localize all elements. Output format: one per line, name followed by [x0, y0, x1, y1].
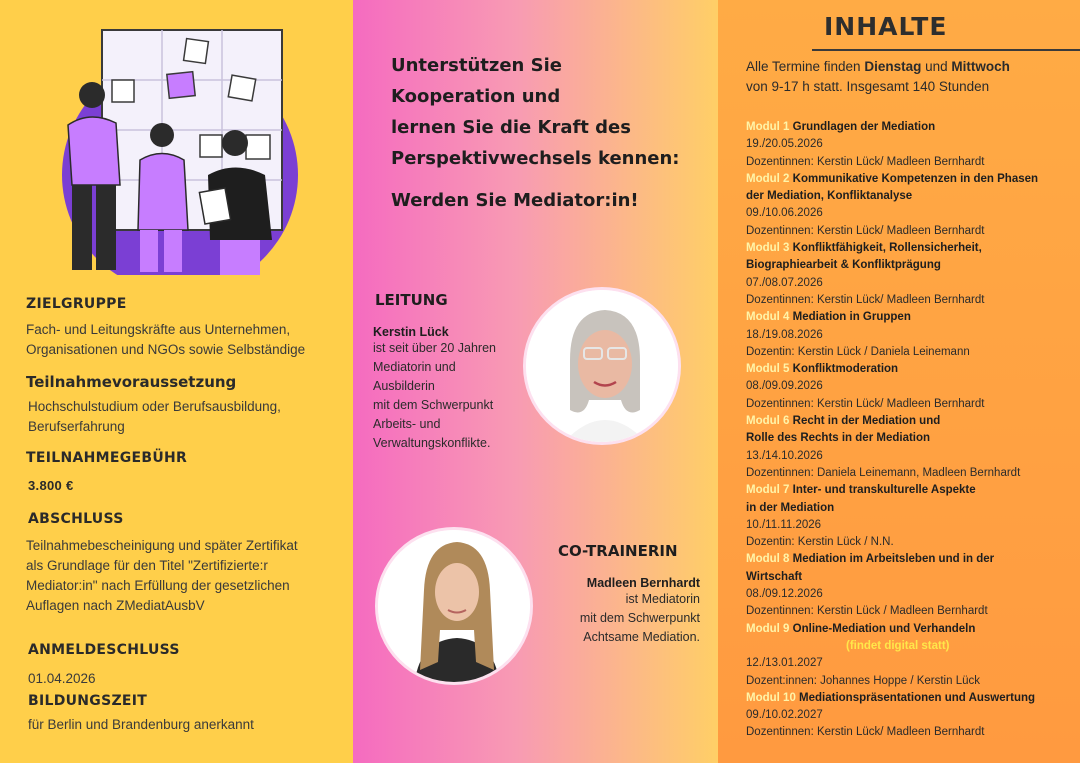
module-dates: 18./19.08.2026: [746, 328, 823, 341]
module-lecturers: Dozentinnen: Kerstin Lück/ Madleen Bernhardt: [746, 397, 985, 410]
module-item: [746, 119, 1076, 171]
module-label: Modul 4: [746, 311, 790, 324]
anmeldeschluss-heading: ANMELDESCHLUSS: [28, 642, 180, 658]
module-list: [746, 119, 1076, 742]
module-title: Modul 7 Inter- und transkulturelle Aspekte: [746, 484, 976, 497]
heading-underline: [812, 49, 1080, 51]
voraussetzung-text: Hochschulstudium oder Berufsausbildung, Berufserfahrung: [28, 399, 281, 434]
gebuehr-heading: TEILNAHMEGEBÜHR: [26, 450, 188, 466]
module-lecturers: Dozentinnen: Kerstin Lück / Madleen Bernhardt: [746, 605, 988, 618]
zielgruppe-text: Fach- und Leitungskräfte aus Unternehmen, Organisationen und NGOs sowie Selbständige: [26, 322, 306, 357]
inhalte-heading: INHALTE: [824, 12, 948, 41]
module-dates: 09./10.06.2026: [746, 207, 823, 220]
module-lecturers: Dozentinnen: Kerstin Lück/ Madleen Bernhardt: [746, 155, 985, 168]
module-dates: 07./08.07.2026: [746, 276, 823, 289]
module-dates: 13./14.10.2026: [746, 449, 823, 462]
module-title: Modul 3 Konfliktfähigkeit, Rollensicherheit,: [746, 242, 982, 255]
team-planning-illustration: [50, 25, 310, 275]
module-dates: 08./09.12.2026: [746, 588, 823, 601]
module-title: Modul 9 Online-Mediation und Verhandeln: [746, 622, 976, 635]
bildungszeit-text: für Berlin und Brandenburg anerkannt: [28, 717, 254, 732]
cotrainer-portrait: [375, 527, 533, 685]
module-lecturers: Dozentinnen: Kerstin Lück/ Madleen Bernhardt: [746, 224, 985, 237]
abschluss-heading: ABSCHLUSS: [28, 511, 124, 527]
module-dates: 12./13.01.2027: [746, 657, 823, 670]
leitung-name: Kerstin Lück: [373, 325, 449, 339]
module-lecturers: Dozent:innen: Johannes Hoppe / Kerstin Lück: [746, 674, 980, 687]
module-title: Modul 10 Mediationspräsentationen und Auswertung: [746, 691, 1036, 704]
module-label: Modul 5: [746, 363, 790, 376]
call-to-action: Werden Sie Mediator:in!: [391, 190, 639, 211]
module-item: [746, 482, 1076, 551]
module-label: Modul 2: [746, 172, 790, 185]
anmeldeschluss-value: 01.04.2026: [28, 671, 96, 686]
module-title: Biographiearbeit & Konfliktprägung: [746, 259, 941, 272]
bildungszeit-heading: BILDUNGSZEIT: [28, 693, 148, 709]
module-title: Modul 5 Konfliktmoderation: [746, 363, 899, 376]
module-label: Modul 7: [746, 484, 790, 497]
module-item: [746, 309, 1076, 361]
module-dates: 09./10.02.2027: [746, 709, 823, 722]
left-panel: [0, 0, 353, 763]
module-item: [746, 171, 1076, 240]
module-lecturers: Dozentin: Kerstin Lück / Daniela Leinemann: [746, 345, 970, 358]
cotrainer-heading: CO-TRAINERIN: [558, 542, 678, 560]
module-dates: 10./11.11.2026: [746, 518, 822, 531]
module-title: der Mediation, Konfliktanalyse: [746, 190, 913, 203]
module-label: Modul 3: [746, 242, 790, 255]
cotrainer-description: ist Mediatorin mit dem Schwerpunkt Achtsame Mediation.: [579, 592, 700, 644]
module-label: Modul 1: [746, 121, 790, 133]
module-title: Modul 8 Mediation im Arbeitsleben und in der: [746, 553, 995, 566]
headline: Unterstützen Sie Kooperation und lernen Sie die Kraft des Perspektivwechsels kennen:: [391, 55, 680, 169]
cotrainer-bio: [540, 576, 700, 647]
module-item: [746, 690, 1076, 742]
module-lecturers: Dozentinnen: Kerstin Lück/ Madleen Bernhardt: [746, 726, 985, 739]
schedule-intro: Alle Termine finden Dienstag und Mittwoch von 9-17 h statt. Insgesamt 140 Stunden: [746, 59, 1010, 94]
module-item: [746, 240, 1076, 309]
module-title: Modul 1 Grundlagen der Mediation: [746, 121, 936, 133]
gebuehr-value: 3.800 €: [28, 478, 74, 493]
module-note: (findet digital statt): [846, 639, 950, 652]
module-item: [746, 413, 1076, 482]
leitung-portrait: [523, 287, 681, 445]
voraussetzung-heading: Teilnahmevoraussetzung: [26, 373, 237, 391]
module-item: [746, 621, 1076, 690]
zielgruppe-heading: ZIELGRUPPE: [26, 296, 127, 312]
module-item: [746, 551, 1076, 620]
right-panel: [718, 0, 1080, 763]
module-title: Modul 2 Kommunikative Kompetenzen in den Phasen: [746, 172, 1039, 185]
module-item: [746, 361, 1076, 413]
abschluss-text: Teilnahmebescheinigung und später Zertifikat als Grundlage für den Titel "Zertifizierte:r Mediator:in" nach Erfüllung der gesetzlichen Auflagen nach ZMediatAusbV: [26, 538, 298, 613]
module-dates: 08./09.09.2026: [746, 380, 823, 393]
module-title: Modul 4 Mediation in Gruppen: [746, 311, 911, 324]
module-lecturers: Dozentinnen: Daniela Leinemann, Madleen Bernhardt: [746, 466, 1021, 479]
module-lecturers: Dozentin: Kerstin Lück / N.N.: [746, 536, 894, 549]
leitung-heading: LEITUNG: [375, 291, 448, 309]
module-lecturers: Dozentinnen: Kerstin Lück/ Madleen Bernhardt: [746, 293, 985, 306]
module-label: Modul 9: [746, 622, 790, 635]
leitung-description: ist seit über 20 Jahren Mediatorin und Ausbilderin mit dem Schwerpunkt Arbeits- und Verwaltungskonflikte.: [373, 341, 496, 450]
module-title: in der Mediation: [746, 501, 835, 514]
module-label: Modul 8: [746, 553, 790, 566]
module-label: Modul 10: [746, 691, 796, 704]
module-label: Modul 6: [746, 415, 790, 428]
module-title: Modul 6 Recht in der Mediation und: [746, 415, 941, 428]
module-title: Rolle des Rechts in der Mediation: [746, 432, 931, 445]
middle-panel: [353, 0, 718, 763]
module-dates: 19./20.05.2026: [746, 138, 823, 151]
cotrainer-name: Madleen Bernhardt: [586, 576, 700, 590]
leitung-bio: [373, 325, 533, 453]
module-title: Wirtschaft: [746, 570, 803, 583]
